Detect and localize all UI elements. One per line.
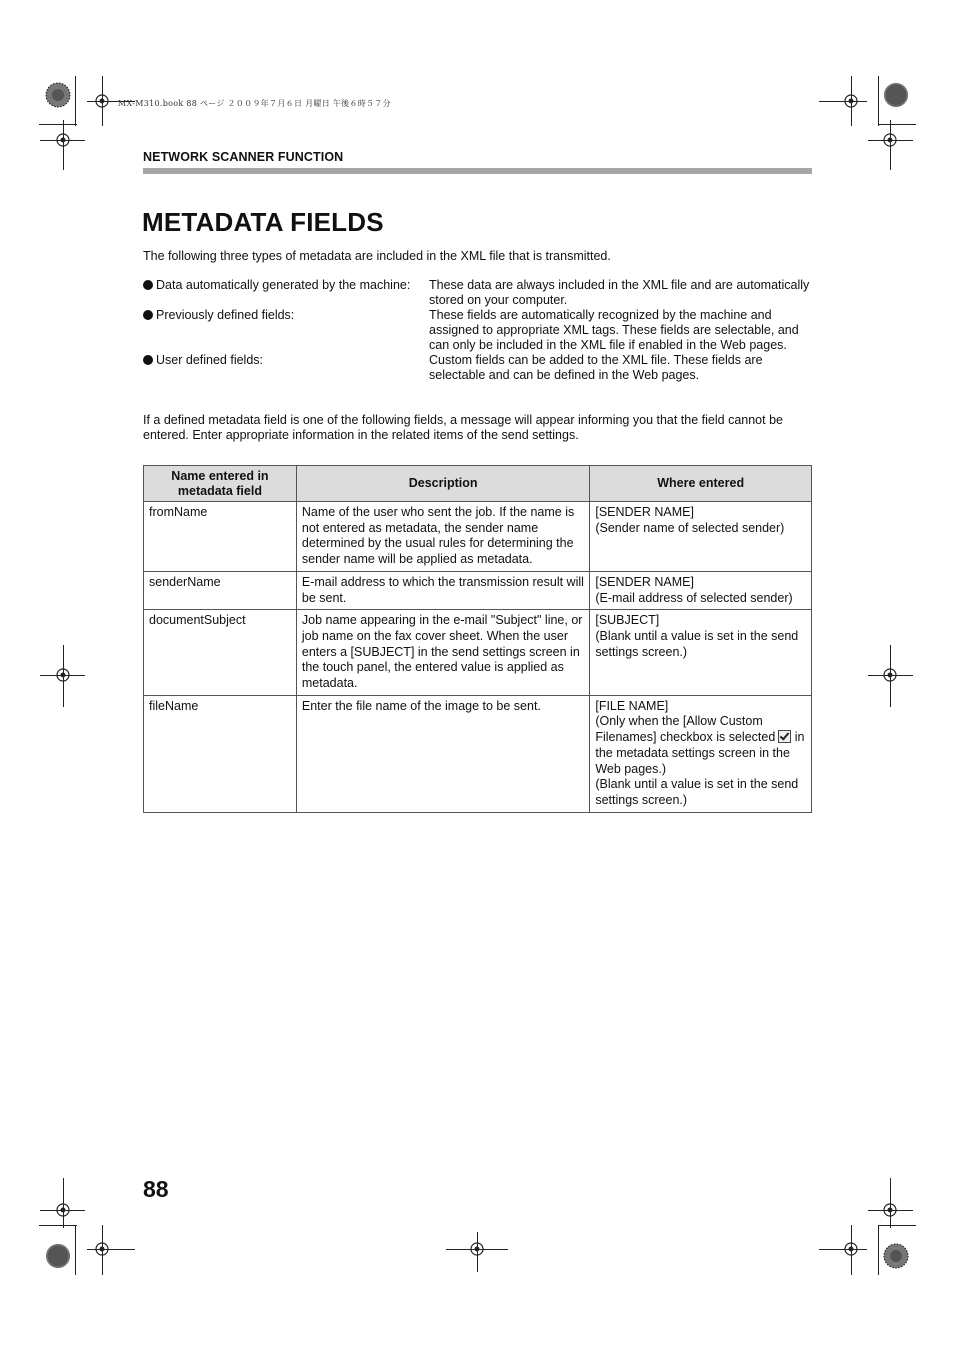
bullet-description: These data are always included in the XML file and are automatically stored on your computer. <box>429 278 810 307</box>
column-header: Name entered in metadata field <box>144 466 297 502</box>
intro-paragraph: The following three types of metadata are included in the XML file that is transmitted. <box>143 249 611 263</box>
description-cell: Enter the file name of the image to be sent. <box>296 695 589 812</box>
starburst-registration-icon <box>883 1243 909 1269</box>
note-paragraph: If a defined metadata field is one of the following fields, a message will appear informing you that the field cannot be entered. Enter appropriate information in the related items of the send settings. <box>143 413 783 442</box>
print-info: MX-M310.book 88 ページ ２００９年７月６日 月曜日 午後６時５７分 <box>118 99 391 108</box>
description-cell: Job name appearing in the e-mail "Subject" line, or job name on the fax cover sheet. When the user enters a [SUBJECT] in the send settings screen in the touch panel, the entered value is applied as metadata. <box>296 610 589 696</box>
metadata-type-list <box>143 278 815 383</box>
registration-target-icon <box>91 1238 113 1260</box>
field-name-cell: senderName <box>144 571 297 609</box>
gray-registration-disc-icon <box>883 82 909 108</box>
field-name-cell: fromName <box>144 502 297 572</box>
bullet-icon <box>143 310 153 320</box>
page-title: METADATA FIELDS <box>142 207 384 237</box>
bullet-icon <box>143 355 153 365</box>
registration-target-icon <box>879 664 901 686</box>
field-name-cell: documentSubject <box>144 610 297 696</box>
starburst-registration-icon <box>45 82 71 108</box>
registration-target-icon <box>879 1199 901 1221</box>
table-row <box>144 695 812 812</box>
table-row <box>144 502 812 572</box>
column-header: Where entered <box>590 466 812 502</box>
where-entered-cell: [SUBJECT] (Blank until a value is set in the send settings screen.) <box>590 610 812 696</box>
column-header: Description <box>296 466 589 502</box>
page-number: 88 <box>143 1176 169 1202</box>
bullet-term: User defined fields: <box>156 353 264 367</box>
registration-target-icon <box>52 664 74 686</box>
registration-target-icon <box>91 90 113 112</box>
section-label: NETWORK SCANNER FUNCTION <box>143 150 344 164</box>
registration-target-icon <box>52 129 74 151</box>
description-cell: Name of the user who sent the job. If the name is not entered as metadata, the sender name determined by the usual rules for determining the sender name will be applied as metadata. <box>296 502 589 572</box>
description-cell: E-mail address to which the transmission result will be sent. <box>296 571 589 609</box>
bullet-description: Custom fields can be added to the XML file. These fields are selectable and can be defined in the Web pages. <box>429 353 763 382</box>
list-item <box>143 278 815 308</box>
table-row <box>144 571 812 609</box>
metadata-fields-table <box>143 465 812 813</box>
checkbox-checked-icon <box>778 730 791 743</box>
registration-target-icon <box>52 1199 74 1221</box>
where-entered-cell: [FILE NAME] (Only when the [Allow Custom Filenames] checkbox is selected in the metadata settings screen in the Web pages.) (Blank until a value is set in the send settings screen.) <box>590 695 812 812</box>
table-header-row <box>144 466 812 502</box>
section-divider <box>143 168 812 174</box>
registration-target-icon <box>840 90 862 112</box>
registration-target-icon <box>466 1238 488 1260</box>
bullet-term: Data automatically generated by the machine: <box>156 278 411 292</box>
bullet-icon <box>143 280 153 290</box>
where-entered-cell: [SENDER NAME] (E-mail address of selected sender) <box>590 571 812 609</box>
bullet-description: These fields are automatically recognized by the machine and assigned to appropriate XML tags. These fields are selectable, and can only be included in the XML file if enabled in the Web pages. <box>429 308 799 352</box>
registration-target-icon <box>840 1238 862 1260</box>
registration-target-icon <box>879 129 901 151</box>
gray-registration-disc-icon <box>45 1243 71 1269</box>
list-item <box>143 353 815 383</box>
field-name-cell: fileName <box>144 695 297 812</box>
bullet-term: Previously defined fields: <box>156 308 295 322</box>
list-item <box>143 308 815 353</box>
where-entered-cell: [SENDER NAME] (Sender name of selected sender) <box>590 502 812 572</box>
table-row <box>144 610 812 696</box>
